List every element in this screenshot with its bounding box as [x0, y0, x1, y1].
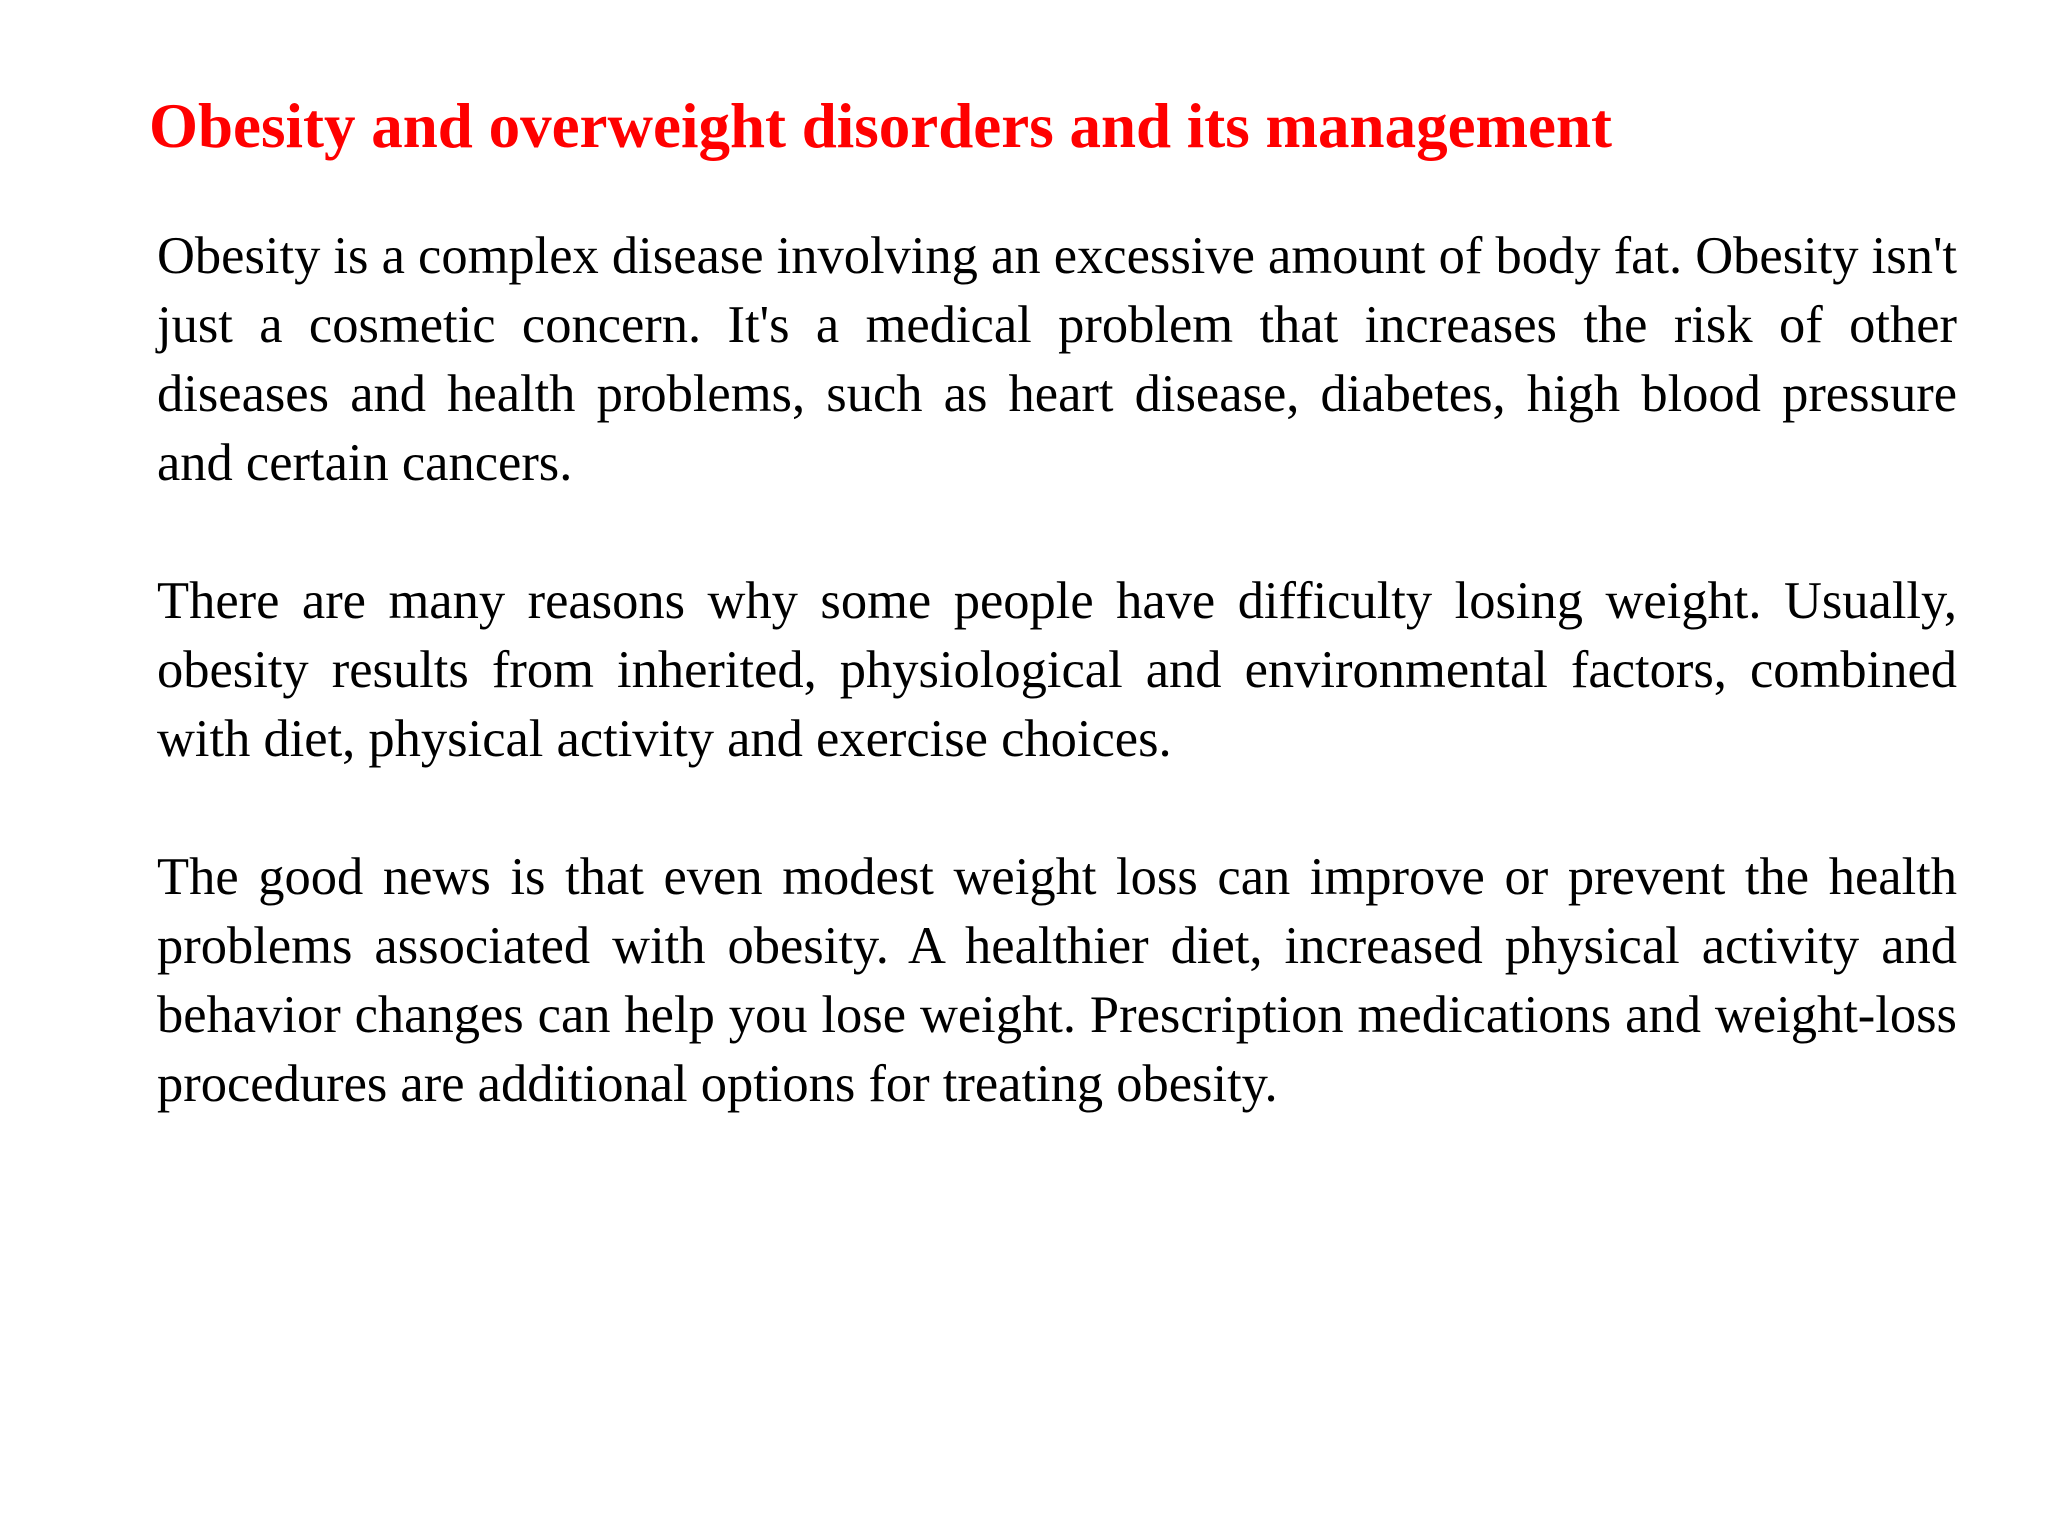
paragraph-management: The good news is that even modest weight loss can improve or prevent the health problems associated with obesity. A healthier diet, increased physical activity and behavior changes can help you lose weight. Prescription medications and weight-loss procedures are additional options for treating obesity.	[157, 848, 1957, 1113]
paragraph-causes: There are many reasons why some people have difficulty losing weight. Usually, obesity results from inherited, physiological and environmental factors, combined with diet, physical activity and exercise choices.	[157, 572, 1957, 768]
slide-title: Obesity and overweight disorders and its management	[149, 91, 1612, 161]
slide-body	[157, 222, 1957, 1119]
paragraph-definition: Obesity is a complex disease involving an excessive amount of body fat. Obesity isn't just a cosmetic concern. It's a medical problem that increases the risk of other diseases and health problems, such as heart disease, diabetes, high blood pressure and certain cancers.	[157, 227, 1957, 492]
